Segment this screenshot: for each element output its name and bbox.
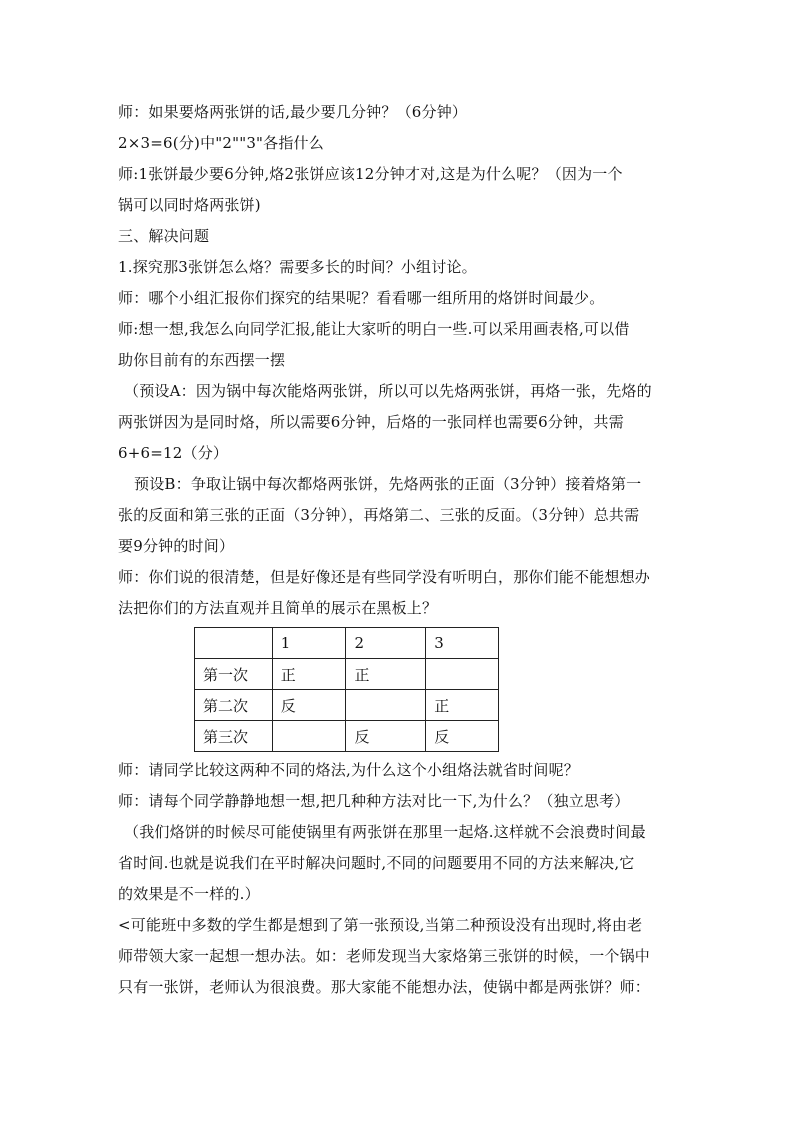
table-cell: 反 — [346, 721, 426, 752]
cooking-table — [194, 627, 499, 752]
text-line: 师：请每个同学静静地想一想,把几种种方法对比一下,为什么？（独立思考） — [118, 792, 630, 810]
text-line: 师:想一想,我怎么向同学汇报,能让大家听的明白一些.可以采用画表格,可以借 — [118, 320, 630, 338]
text-line: 两张饼因为是同时烙，所以需要6分钟，后烙的一张同样也需要6分钟，共需 — [118, 413, 624, 431]
text-line: 助你目前有的东西摆一摆 — [118, 351, 286, 369]
table-cell: 3 — [426, 628, 499, 659]
text-line: 师：你们说的很清楚，但是好像还是有些同学没有听明白，那你们能不能想想办 — [118, 568, 651, 586]
table-cell: 反 — [272, 690, 346, 721]
text-line: 2×3=6(分)中"2""3"各指什么 — [118, 134, 324, 152]
text-line: 法把你们的方法直观并且简单的展示在黑板上？ — [118, 599, 438, 617]
text-line: 师带领大家一起想一想办法。如：老师发现当大家烙第三张饼的时候，一个锅中 — [118, 947, 651, 965]
text-line: 要9分钟的时间） — [118, 537, 235, 555]
table-cell — [346, 690, 426, 721]
table-row — [195, 659, 499, 690]
text-line: 师：哪个小组汇报你们探究的结果呢？看看哪一组所用的烙饼时间最少。 — [118, 289, 605, 307]
text-line: 的效果是不一样的.） — [118, 885, 260, 903]
text-line: 师：请同学比较这两种不同的烙法,为什么这个小组烙法就省时间呢？ — [118, 761, 579, 779]
table-header-row — [195, 628, 499, 659]
text-line: 只有一张饼，老师认为很浪费。那大家能不能想办法，使锅中都是两张饼？师： — [118, 978, 651, 996]
table-cell: 1 — [272, 628, 346, 659]
table-cell: 第二次 — [195, 690, 273, 721]
text-line: 省时间.也就是说我们在平时解决问题时,不同的问题要用不同的方法来解决,它 — [118, 854, 635, 872]
table-cell: 正 — [426, 690, 499, 721]
table-cell: 正 — [346, 659, 426, 690]
table-row — [195, 690, 499, 721]
text-line: <可能班中多数的学生都是想到了第一张预设,当第二种预设没有出现时,将由老 — [118, 916, 643, 934]
table-cell: 正 — [272, 659, 346, 690]
table-cell: 第一次 — [195, 659, 273, 690]
text-line: 锅可以同时烙两张饼) — [118, 196, 261, 214]
section-heading: 三、解决问题 — [118, 227, 210, 245]
table-cell — [272, 721, 346, 752]
text-line: 1.探究那3张饼怎么烙？需要多长的时间？小组讨论。 — [118, 258, 477, 276]
table-cell — [426, 659, 499, 690]
text-line: 张的反面和第三张的正面（3分钟），再烙第二、三张的反面。（3分钟）总共需 — [118, 506, 640, 524]
table-cell — [195, 628, 273, 659]
text-line: （预设A：因为锅中每次能烙两张饼，所以可以先烙两张饼，再烙一张，先烙的 — [124, 382, 652, 400]
text-line: 师：如果要烙两张饼的话,最少要几分钟？（6分钟） — [118, 103, 468, 121]
text-line: 6+6=12（分） — [118, 444, 229, 462]
table-row — [195, 721, 499, 752]
text-line: （我们烙饼的时候尽可能使锅里有两张饼在那里一起烙.这样就不会浪费时间最 — [124, 823, 646, 841]
text-line: 预设B：争取让锅中每次都烙两张饼，先烙两张的正面（3分钟）接着烙第一 — [134, 475, 642, 493]
table-cell: 第三次 — [195, 721, 273, 752]
text-line: 师:1张饼最少要6分钟,烙2张饼应该12分钟才对,这是为什么呢？（因为一个 — [118, 165, 623, 183]
table-cell: 2 — [346, 628, 426, 659]
table-cell: 反 — [426, 721, 499, 752]
